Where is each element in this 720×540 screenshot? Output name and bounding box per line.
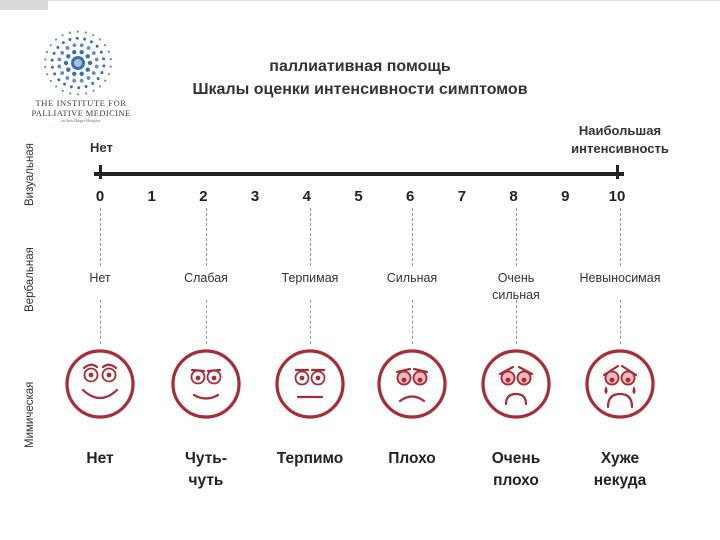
verbal-label: Сильная <box>386 271 438 285</box>
neutral-face-icon <box>274 348 346 420</box>
dashed-connector <box>100 300 101 344</box>
logo-line-3: at San Diego Hospice <box>61 118 101 123</box>
dashed-connector <box>620 208 621 266</box>
logo-line-2: PALLIATIVE MEDICINE <box>31 108 131 118</box>
face-label-line-2: некуда <box>593 472 647 489</box>
institute-logo-icon <box>28 28 128 98</box>
dashed-connector <box>412 300 413 344</box>
scale-number: 4 <box>302 188 311 205</box>
scale-number: 8 <box>509 188 518 205</box>
scale-max-label-line-1: Наибольшая <box>578 123 662 138</box>
scale-number: 3 <box>250 188 260 205</box>
verbal-label: Невыносимая <box>579 271 661 285</box>
slide-top-border <box>48 0 720 1</box>
scale-number: 6 <box>406 188 415 205</box>
face-label-line-1: Плохо <box>388 450 436 467</box>
sad-face-icon <box>376 348 448 420</box>
logo-line-1: THE INSTITUTE FOR <box>35 98 127 108</box>
scale-end-tick <box>99 165 102 179</box>
face-label-line-1: Терпимо <box>276 450 344 467</box>
title-line-2: Шкалы оценки интенсивности симптомов <box>192 81 528 98</box>
face-label-line-2: чуть <box>188 472 224 489</box>
visual-scale-line <box>94 172 624 176</box>
dashed-connector <box>206 208 207 266</box>
face-label <box>570 448 670 492</box>
face-label <box>466 448 566 492</box>
face-label-line-1: Очень <box>491 450 541 467</box>
dashed-connector <box>412 208 413 266</box>
face-label <box>362 448 462 470</box>
dashed-connector <box>516 300 517 344</box>
scale-number: 1 <box>147 188 156 205</box>
face-label-line-1: Хуже <box>600 450 640 467</box>
scale-number: 9 <box>561 188 570 205</box>
slide-corner-mark <box>0 0 48 10</box>
face-label <box>260 448 360 470</box>
verbal-label: Очень сильная <box>492 271 540 302</box>
scale-number: 10 <box>608 188 626 205</box>
crying-face-icon <box>584 348 656 420</box>
dashed-connector <box>206 300 207 344</box>
scale-number: 5 <box>354 188 363 205</box>
dashed-connector <box>310 208 311 266</box>
happy-face-icon <box>64 348 136 420</box>
scale-number: 0 <box>95 188 105 205</box>
dashed-connector <box>310 300 311 344</box>
verbal-label: Терпимая <box>281 271 339 285</box>
dashed-connector <box>100 208 101 266</box>
face-label-line-1: Чуть- <box>185 450 227 467</box>
title-line-1: паллиативная помощь <box>269 58 451 75</box>
scale-max-label-line-2: интенсивность <box>571 141 669 156</box>
side-label-verbal: Вербальная <box>24 247 36 312</box>
smiling-face-icon <box>170 348 242 420</box>
verbal-label: Слабая <box>184 271 228 285</box>
face-label <box>156 448 256 492</box>
scale-number: 7 <box>457 188 467 205</box>
scale-end-tick <box>616 165 619 179</box>
worried-face-icon <box>480 348 552 420</box>
face-label-line-2: плохо <box>493 472 539 489</box>
dashed-connector <box>516 208 517 266</box>
scale-min-label: Нет <box>90 140 113 155</box>
face-label <box>50 448 150 470</box>
verbal-label: Нет <box>89 271 111 285</box>
scale-max-label <box>555 122 685 158</box>
scale-number: 2 <box>199 188 208 205</box>
side-label-facial: Мимическая <box>24 381 36 448</box>
dashed-connector <box>620 300 621 344</box>
face-label-line-1: Нет <box>86 450 114 467</box>
side-label-visual: Визуальная <box>24 143 36 206</box>
institute-logo-text <box>28 98 134 124</box>
